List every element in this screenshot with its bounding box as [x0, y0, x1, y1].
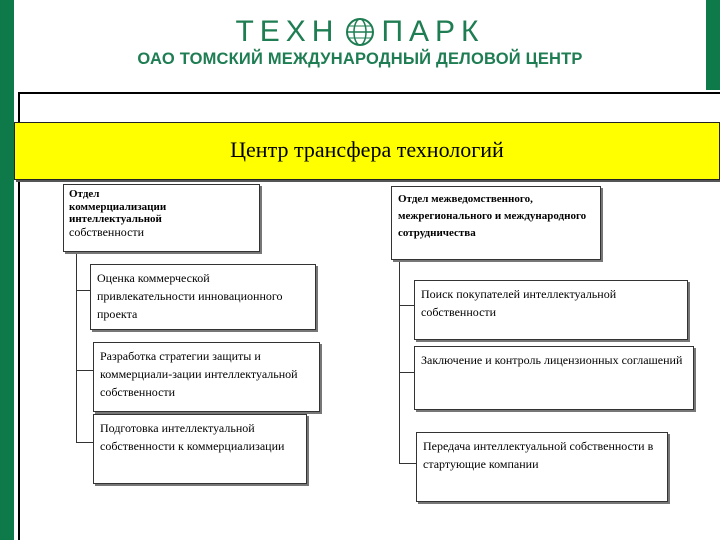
- logo-text-left: ТЕХН: [235, 15, 340, 49]
- left-department-label-line-1: Отдел: [69, 188, 100, 200]
- right-task-1: Поиск покупателей интеллектуальной собственности: [414, 280, 688, 340]
- left-connector-1: [76, 290, 90, 291]
- left-connector-3: [76, 442, 93, 443]
- left-department-label-line-4: собственности: [69, 224, 145, 239]
- left-task-1: Оценка коммерческой привлекательности инновационного проекта: [90, 264, 316, 330]
- logo-text-right: ПАРК: [381, 15, 485, 49]
- right-department-box: Отдел межведомственного, межрегионального и международного сотрудничества: [391, 186, 601, 260]
- globe-icon: [345, 17, 375, 47]
- right-connector-2: [399, 372, 414, 373]
- left-task-2: Разработка стратегии защиты и коммерциали-зации интеллектуальной собственности: [93, 342, 320, 412]
- left-department-label-line-3: интеллектуальной: [69, 213, 162, 225]
- left-department-box: [63, 184, 260, 252]
- diagram-title: Центр трансфера технологий: [230, 137, 504, 162]
- right-task-3: Передача интеллектуальной собственности в стартующие компании: [416, 432, 668, 502]
- right-connector-vertical: [399, 260, 400, 464]
- left-green-band: [0, 0, 14, 540]
- frame-top-border: [18, 92, 720, 94]
- title-bar: [14, 122, 720, 180]
- right-connector-3: [399, 463, 416, 464]
- technopark-logo: [0, 14, 720, 48]
- organization-name: ОАО ТОМСКИЙ МЕЖДУНАРОДНЫЙ ДЕЛОВОЙ ЦЕНТР: [137, 50, 583, 68]
- right-task-2: Заключение и контроль лицензионных соглашений: [414, 346, 694, 410]
- left-task-3: Подготовка интеллектуальной собственности к коммерциализации: [93, 414, 307, 484]
- left-connector-vertical: [76, 252, 77, 443]
- left-department-label-line-2: коммерциализации: [69, 200, 167, 213]
- left-connector-2: [76, 370, 93, 371]
- right-connector-1: [399, 305, 414, 306]
